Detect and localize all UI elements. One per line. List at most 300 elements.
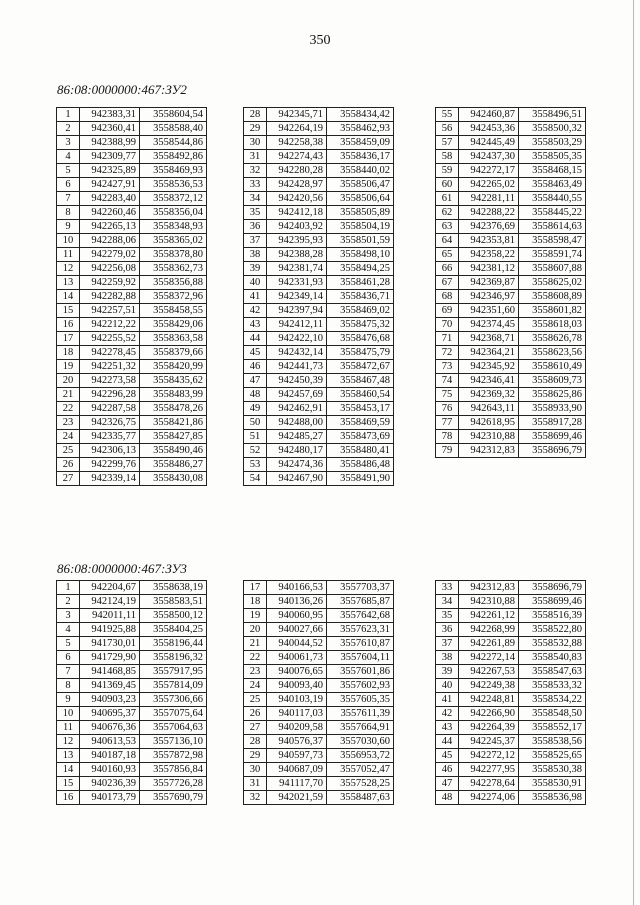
x-coordinate-cell: 942485,27 [267,430,327,444]
x-coordinate-cell: 942288,06 [80,234,140,248]
x-coordinate-cell: 942437,30 [459,150,519,164]
y-coordinate-cell: 3557075,64 [140,707,207,721]
coordinates-table-s1-c2 [243,107,394,486]
table-row [244,136,394,150]
point-number-cell: 67 [436,276,459,290]
table-row [244,721,394,735]
table-row [436,637,586,651]
point-number-cell: 11 [57,721,80,735]
x-coordinate-cell: 942346,97 [459,290,519,304]
table-row [57,234,207,248]
point-number-cell: 49 [244,402,267,416]
table-row [244,763,394,777]
x-coordinate-cell: 942351,60 [459,304,519,318]
coordinates-table-s1-c3 [435,107,586,458]
coordinates-table-s2-c2 [243,580,394,805]
point-number-cell: 32 [244,164,267,178]
table-row [436,693,586,707]
coordinates-table-s1-c1 [56,107,207,486]
table-row [57,388,207,402]
table-row [244,637,394,651]
y-coordinate-cell: 3558440,55 [519,192,586,206]
point-number-cell: 3 [57,609,80,623]
table-row [244,623,394,637]
coordinates-table-s2-c3 [435,580,586,805]
table-row [57,679,207,693]
y-coordinate-cell: 3558588,40 [140,122,207,136]
x-coordinate-cell: 942212,22 [80,318,140,332]
table-row [436,402,586,416]
table-row [436,276,586,290]
y-coordinate-cell: 3558503,29 [519,136,586,150]
table-row [244,318,394,332]
x-coordinate-cell: 942383,31 [80,108,140,122]
x-coordinate-cell: 942256,08 [80,262,140,276]
point-number-cell: 16 [57,791,80,805]
point-number-cell: 35 [436,609,459,623]
point-number-cell: 30 [244,136,267,150]
x-coordinate-cell: 942369,32 [459,388,519,402]
table-row [436,707,586,721]
y-coordinate-cell: 3558610,49 [519,360,586,374]
table-row [244,108,394,122]
point-number-cell: 38 [436,651,459,665]
y-coordinate-cell: 3558487,63 [327,791,394,805]
point-number-cell: 56 [436,122,459,136]
x-coordinate-cell: 941925,88 [80,623,140,637]
table-row [244,304,394,318]
point-number-cell: 29 [244,749,267,763]
table-row [436,304,586,318]
table-row [244,430,394,444]
table-row [436,595,586,609]
y-coordinate-cell: 3558483,99 [140,388,207,402]
x-coordinate-cell: 942358,22 [459,248,519,262]
table-row [244,290,394,304]
x-coordinate-cell: 942011,11 [80,609,140,623]
point-number-cell: 69 [436,304,459,318]
table-row [57,777,207,791]
point-number-cell: 3 [57,136,80,150]
point-number-cell: 23 [57,416,80,430]
y-coordinate-cell: 3558486,48 [327,458,394,472]
x-coordinate-cell: 942260,46 [80,206,140,220]
x-coordinate-cell: 942296,28 [80,388,140,402]
x-coordinate-cell: 942272,14 [459,651,519,665]
x-coordinate-cell: 942353,81 [459,234,519,248]
table-row [244,388,394,402]
point-number-cell: 54 [244,472,267,486]
point-number-cell: 32 [244,791,267,805]
x-coordinate-cell: 942277,95 [459,763,519,777]
table-row [436,262,586,276]
point-number-cell: 17 [244,581,267,595]
x-coordinate-cell: 942395,93 [267,234,327,248]
table-row [436,388,586,402]
x-coordinate-cell: 940903,23 [80,693,140,707]
point-number-cell: 61 [436,192,459,206]
y-coordinate-cell: 3558598,47 [519,234,586,248]
x-coordinate-cell: 940103,19 [267,693,327,707]
y-coordinate-cell: 3558478,26 [140,402,207,416]
table-row [436,206,586,220]
x-coordinate-cell: 942261,12 [459,609,519,623]
point-number-cell: 59 [436,164,459,178]
y-coordinate-cell: 3558491,90 [327,472,394,486]
x-coordinate-cell: 942467,90 [267,472,327,486]
table-row [57,665,207,679]
x-coordinate-cell: 940236,39 [80,777,140,791]
y-coordinate-cell: 3558625,86 [519,388,586,402]
y-coordinate-cell: 3558434,42 [327,108,394,122]
point-number-cell: 33 [436,581,459,595]
x-coordinate-cell: 942310,88 [459,430,519,444]
point-number-cell: 14 [57,763,80,777]
y-coordinate-cell: 3558609,73 [519,374,586,388]
x-coordinate-cell: 940676,36 [80,721,140,735]
x-coordinate-cell: 942274,06 [459,791,519,805]
point-number-cell: 7 [57,665,80,679]
x-coordinate-cell: 942264,39 [459,721,519,735]
point-number-cell: 12 [57,262,80,276]
table-row [57,595,207,609]
point-number-cell: 15 [57,304,80,318]
table-row [244,416,394,430]
x-coordinate-cell: 942278,64 [459,777,519,791]
table-row [57,220,207,234]
point-number-cell: 2 [57,595,80,609]
table-row [436,777,586,791]
y-coordinate-cell: 3558534,22 [519,693,586,707]
point-number-cell: 6 [57,651,80,665]
point-number-cell: 62 [436,206,459,220]
y-coordinate-cell: 3558486,27 [140,458,207,472]
y-coordinate-cell: 3558623,56 [519,346,586,360]
table-row [244,374,394,388]
point-number-cell: 31 [244,150,267,164]
y-coordinate-cell: 3557703,37 [327,581,394,595]
x-coordinate-cell: 942273,58 [80,374,140,388]
table-row [57,332,207,346]
y-coordinate-cell: 3557052,47 [327,763,394,777]
x-coordinate-cell: 940173,79 [80,791,140,805]
x-coordinate-cell: 942282,88 [80,290,140,304]
table-row [57,290,207,304]
x-coordinate-cell: 942245,37 [459,735,519,749]
x-coordinate-cell: 940613,53 [80,735,140,749]
table-row [57,248,207,262]
point-number-cell: 13 [57,276,80,290]
y-coordinate-cell: 3558530,91 [519,777,586,791]
y-coordinate-cell: 3558696,79 [519,444,586,458]
point-number-cell: 6 [57,178,80,192]
table-row [244,234,394,248]
y-coordinate-cell: 3558469,93 [140,164,207,178]
x-coordinate-cell: 942278,45 [80,346,140,360]
y-coordinate-cell: 3558533,32 [519,679,586,693]
table-row [57,304,207,318]
y-coordinate-cell: 3557917,95 [140,665,207,679]
y-coordinate-cell: 3558604,54 [140,108,207,122]
point-number-cell: 28 [244,108,267,122]
x-coordinate-cell: 940209,58 [267,721,327,735]
point-number-cell: 48 [244,388,267,402]
point-number-cell: 34 [244,192,267,206]
point-number-cell: 37 [436,637,459,651]
y-coordinate-cell: 3558467,48 [327,374,394,388]
x-coordinate-cell: 942480,17 [267,444,327,458]
table-row [436,122,586,136]
point-number-cell: 26 [57,458,80,472]
table-row [57,360,207,374]
table-row [244,581,394,595]
table-row [244,122,394,136]
table-row [57,707,207,721]
y-coordinate-cell: 3558547,63 [519,665,586,679]
x-coordinate-cell: 942264,19 [267,122,327,136]
point-number-cell: 33 [244,178,267,192]
point-number-cell: 13 [57,749,80,763]
point-number-cell: 7 [57,192,80,206]
y-coordinate-cell: 3558591,74 [519,248,586,262]
y-coordinate-cell: 3557872,98 [140,749,207,763]
y-coordinate-cell: 3558530,38 [519,763,586,777]
y-coordinate-cell: 3558500,12 [140,609,207,623]
y-coordinate-cell: 3558540,83 [519,651,586,665]
table-row [244,150,394,164]
point-number-cell: 28 [244,735,267,749]
x-coordinate-cell: 942488,00 [267,416,327,430]
x-coordinate-cell: 942267,53 [459,665,519,679]
point-number-cell: 11 [57,248,80,262]
table-row [436,346,586,360]
x-coordinate-cell: 942349,14 [267,290,327,304]
y-coordinate-cell: 3558463,49 [519,178,586,192]
x-coordinate-cell: 941468,85 [80,665,140,679]
table-row [436,318,586,332]
point-number-cell: 43 [436,721,459,735]
table-row [436,234,586,248]
y-coordinate-cell: 3558498,10 [327,248,394,262]
point-number-cell: 58 [436,150,459,164]
y-coordinate-cell: 3557642,68 [327,609,394,623]
y-coordinate-cell: 3558506,47 [327,178,394,192]
x-coordinate-cell: 942258,38 [267,136,327,150]
table-row [57,763,207,777]
table-row [57,150,207,164]
point-number-cell: 9 [57,693,80,707]
table-row [244,402,394,416]
x-coordinate-cell: 942204,67 [80,581,140,595]
y-coordinate-cell: 3556953,72 [327,749,394,763]
y-coordinate-cell: 3558548,50 [519,707,586,721]
x-coordinate-cell: 942374,45 [459,318,519,332]
y-coordinate-cell: 3558583,51 [140,595,207,609]
y-coordinate-cell: 3557604,11 [327,651,394,665]
point-number-cell: 5 [57,164,80,178]
y-coordinate-cell: 3558404,25 [140,623,207,637]
y-coordinate-cell: 3558420,99 [140,360,207,374]
table-row [436,623,586,637]
point-number-cell: 16 [57,318,80,332]
table-row [57,276,207,290]
table-row [436,108,586,122]
x-coordinate-cell: 940136,26 [267,595,327,609]
table-row [244,679,394,693]
y-coordinate-cell: 3558472,67 [327,360,394,374]
table-row [436,763,586,777]
x-coordinate-cell: 942412,11 [267,318,327,332]
x-coordinate-cell: 942272,12 [459,749,519,763]
page-edge-line [633,0,634,905]
table-row [436,735,586,749]
point-number-cell: 9 [57,220,80,234]
table-row [436,749,586,763]
y-coordinate-cell: 3558699,46 [519,430,586,444]
table-row [57,108,207,122]
table-row [436,164,586,178]
x-coordinate-cell: 942312,83 [459,444,519,458]
y-coordinate-cell: 3557528,25 [327,777,394,791]
x-coordinate-cell: 942339,14 [80,472,140,486]
table-row [436,360,586,374]
table-row [244,262,394,276]
y-coordinate-cell: 3558469,02 [327,304,394,318]
table-row [244,749,394,763]
table-row [57,609,207,623]
x-coordinate-cell: 942441,73 [267,360,327,374]
table-row [57,122,207,136]
y-coordinate-cell: 3558421,86 [140,416,207,430]
table-row [244,192,394,206]
table-row [436,178,586,192]
table-row [244,360,394,374]
x-coordinate-cell: 942310,88 [459,595,519,609]
table-row [57,693,207,707]
y-coordinate-cell: 3558468,15 [519,164,586,178]
x-coordinate-cell: 942397,94 [267,304,327,318]
point-number-cell: 24 [244,679,267,693]
x-coordinate-cell: 942309,77 [80,150,140,164]
table-row [57,374,207,388]
x-coordinate-cell: 942643,11 [459,402,519,416]
y-coordinate-cell: 3557602,93 [327,679,394,693]
x-coordinate-cell: 940576,37 [267,735,327,749]
point-number-cell: 60 [436,178,459,192]
y-coordinate-cell: 3558473,69 [327,430,394,444]
x-coordinate-cell: 942325,89 [80,164,140,178]
point-number-cell: 42 [436,707,459,721]
x-coordinate-cell: 940687,09 [267,763,327,777]
x-coordinate-cell: 942618,95 [459,416,519,430]
table-row [244,206,394,220]
table-row [57,346,207,360]
y-coordinate-cell: 3558362,73 [140,262,207,276]
point-number-cell: 10 [57,707,80,721]
table-row [436,581,586,595]
x-coordinate-cell: 942388,99 [80,136,140,150]
table-row [57,192,207,206]
point-number-cell: 1 [57,581,80,595]
point-number-cell: 43 [244,318,267,332]
y-coordinate-cell: 3558505,89 [327,206,394,220]
point-number-cell: 72 [436,346,459,360]
point-number-cell: 74 [436,374,459,388]
y-coordinate-cell: 3557030,60 [327,735,394,749]
y-coordinate-cell: 3558538,56 [519,735,586,749]
y-coordinate-cell: 3558372,12 [140,192,207,206]
y-coordinate-cell: 3558532,88 [519,637,586,651]
point-number-cell: 73 [436,360,459,374]
y-coordinate-cell: 3558522,80 [519,623,586,637]
point-number-cell: 24 [57,430,80,444]
table-row [57,623,207,637]
point-number-cell: 26 [244,707,267,721]
x-coordinate-cell: 942266,90 [459,707,519,721]
y-coordinate-cell: 3557856,84 [140,763,207,777]
y-coordinate-cell: 3558696,79 [519,581,586,595]
y-coordinate-cell: 3557601,86 [327,665,394,679]
x-coordinate-cell: 942445,49 [459,136,519,150]
point-number-cell: 17 [57,332,80,346]
table-row [57,791,207,805]
table-row [436,416,586,430]
y-coordinate-cell: 3558601,82 [519,304,586,318]
table-row [244,735,394,749]
table-row [436,651,586,665]
table-row [436,136,586,150]
y-coordinate-cell: 3558436,71 [327,290,394,304]
point-number-cell: 8 [57,679,80,693]
x-coordinate-cell: 942259,92 [80,276,140,290]
table-row [436,150,586,164]
table-row [244,276,394,290]
y-coordinate-cell: 3558427,85 [140,430,207,444]
y-coordinate-cell: 3558459,09 [327,136,394,150]
y-coordinate-cell: 3558475,32 [327,318,394,332]
x-coordinate-cell: 940160,93 [80,763,140,777]
table-row [57,749,207,763]
point-number-cell: 75 [436,388,459,402]
x-coordinate-cell: 942422,10 [267,332,327,346]
point-number-cell: 65 [436,248,459,262]
x-coordinate-cell: 942021,59 [267,791,327,805]
point-number-cell: 31 [244,777,267,791]
point-number-cell: 18 [57,346,80,360]
x-coordinate-cell: 940044,52 [267,637,327,651]
x-coordinate-cell: 942474,36 [267,458,327,472]
y-coordinate-cell: 3558379,66 [140,346,207,360]
point-number-cell: 25 [57,444,80,458]
point-number-cell: 12 [57,735,80,749]
table-row [57,721,207,735]
point-number-cell: 77 [436,416,459,430]
point-number-cell: 40 [436,679,459,693]
y-coordinate-cell: 3558462,93 [327,122,394,136]
x-coordinate-cell: 941730,01 [80,637,140,651]
table-row [57,735,207,749]
table-row [57,581,207,595]
table-row [436,721,586,735]
x-coordinate-cell: 942335,77 [80,430,140,444]
y-coordinate-cell: 3558372,96 [140,290,207,304]
point-number-cell: 30 [244,763,267,777]
y-coordinate-cell: 3558625,02 [519,276,586,290]
y-coordinate-cell: 3558638,19 [140,581,207,595]
x-coordinate-cell: 942346,41 [459,374,519,388]
point-number-cell: 45 [244,346,267,360]
x-coordinate-cell: 942403,92 [267,220,327,234]
